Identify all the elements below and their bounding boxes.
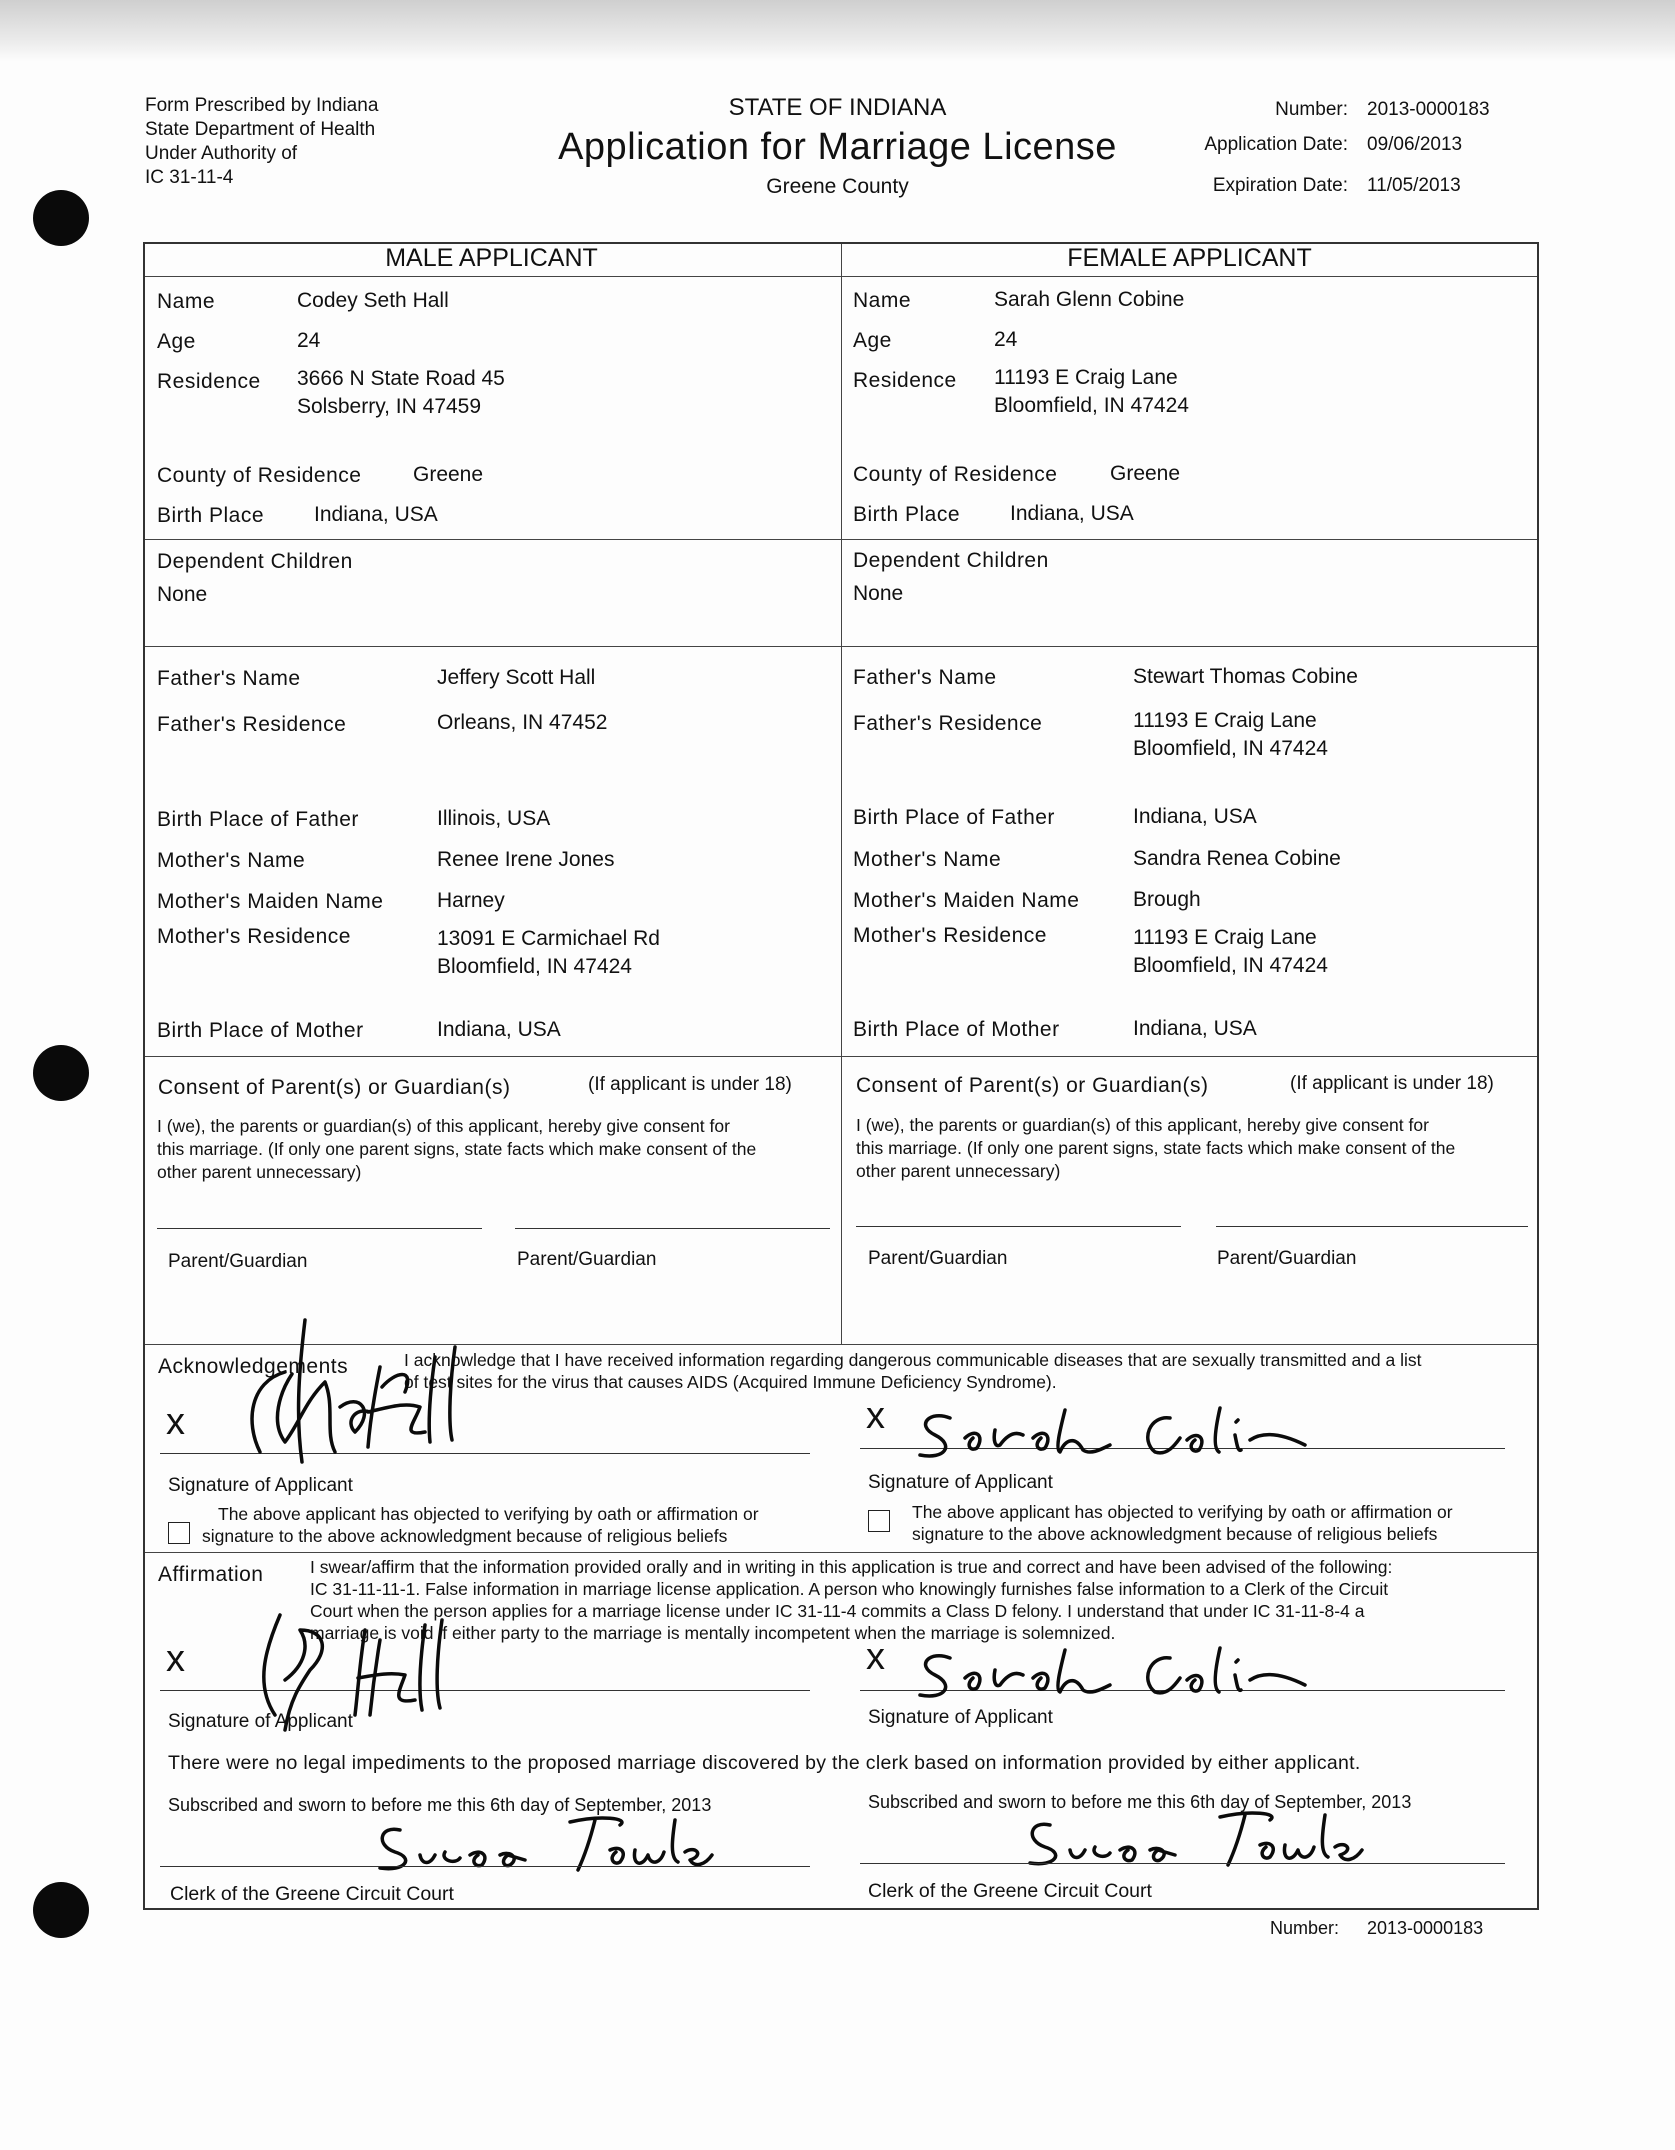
row-divider <box>145 1552 1537 1553</box>
male-mothers-residence-label: Mother's Residence <box>157 925 351 948</box>
affirmation-text-line: I swear/affirm that the information provided orally and in writing in this application is true and correct and have been advised of the following: <box>310 1557 1393 1577</box>
application-date-label: Application Date: <box>1204 134 1348 155</box>
female-birth-place-father: Indiana, USA <box>1133 805 1257 828</box>
row-divider <box>145 539 1537 540</box>
female-fathers-residence-label: Father's Residence <box>853 712 1043 735</box>
female-age: 24 <box>994 328 1018 351</box>
female-clerk-signature <box>1010 1805 1370 1875</box>
affirmation-heading: Affirmation <box>158 1563 264 1586</box>
consent-text-line: I (we), the parents or guardian(s) of this applicant, hereby give consent for <box>856 1115 1429 1135</box>
acknowledgments-text <box>404 1349 1422 1393</box>
male-county: Greene <box>413 463 484 486</box>
female-affirm-x-mark: x <box>866 1636 885 1678</box>
affirmation-text-line: marriage is void if either party to the marriage is mentally incompetent when the marriage is solemnized. <box>310 1623 1116 1643</box>
male-affirm-x-mark: x <box>166 1638 185 1680</box>
application-date-value: 09/06/2013 <box>1367 134 1463 155</box>
male-parent-guardian-label-1: Parent/Guardian <box>168 1251 308 1272</box>
male-mothers-maiden-name: Harney <box>437 889 505 912</box>
male-mothers-name-label: Mother's Name <box>157 849 306 872</box>
female-religious-objection-checkbox[interactable] <box>868 1510 890 1532</box>
female-dependent-children-label: Dependent Children <box>853 549 1049 572</box>
female-ack-signature-label: Signature of Applicant <box>868 1472 1053 1493</box>
male-affirm-signature-label: Signature of Applicant <box>168 1711 353 1732</box>
male-dependent-children: None <box>157 583 208 606</box>
female-sworn-statement: Subscribed and sworn to before me this 6th day of September, 2013 <box>868 1792 1412 1812</box>
address-line: 11193 E Craig Lane <box>994 366 1178 389</box>
male-birth-place-label: Birth Place <box>157 504 265 527</box>
authority-line: IC 31-11-4 <box>145 167 234 188</box>
male-age-label: Age <box>157 330 196 353</box>
scan-edge <box>0 0 1675 62</box>
address-line: Bloomfield, IN 47424 <box>1133 737 1328 760</box>
objection-text-line: The above applicant has objected to verifying by oath or affirmation or <box>912 1502 1453 1522</box>
address-line: 11193 E Craig Lane <box>1133 926 1317 949</box>
female-parent-guardian-signature-line-2[interactable] <box>1216 1226 1528 1227</box>
no-impediments-statement: There were no legal impediments to the proposed marriage discovered by the clerk based on information provided by either applicant. <box>168 1752 1361 1774</box>
male-name-label: Name <box>157 290 216 313</box>
male-fathers-residence: Orleans, IN 47452 <box>437 711 608 734</box>
objection-text-line: The above applicant has objected to verifying by oath or affirmation or <box>218 1504 759 1524</box>
consent-text-line: I (we), the parents or guardian(s) of this applicant, hereby give consent for <box>157 1116 730 1136</box>
female-fathers-name-label: Father's Name <box>853 666 997 689</box>
female-ack-signature <box>905 1400 1325 1470</box>
male-clerk-signature <box>360 1810 720 1880</box>
consent-text-line: this marriage. (If only one parent signs, state facts which make consent of the <box>856 1138 1456 1158</box>
female-ack-x-mark: x <box>866 1395 885 1437</box>
consent-text-line: this marriage. (If only one parent signs, state facts which make consent of the <box>157 1139 757 1159</box>
binder-hole-middle <box>33 1045 89 1101</box>
male-parent-guardian-signature-line-2[interactable] <box>515 1228 830 1229</box>
male-birth-place-father: Illinois, USA <box>437 807 551 830</box>
male-mothers-residence <box>437 925 660 981</box>
female-applicant-heading: FEMALE APPLICANT <box>1067 244 1312 272</box>
row-divider <box>145 646 1537 647</box>
male-fathers-name-label: Father's Name <box>157 667 301 690</box>
expiration-date-value: 11/05/2013 <box>1367 175 1461 196</box>
male-consent-note: (If applicant is under 18) <box>588 1074 792 1095</box>
row-divider <box>145 1056 1537 1057</box>
column-divider <box>841 244 842 1344</box>
female-consent-heading: Consent of Parent(s) or Guardian(s) <box>856 1074 1209 1097</box>
footer-number-label: Number: <box>1270 1918 1340 1938</box>
female-clerk-signature-line[interactable] <box>860 1863 1505 1864</box>
address-line: Bloomfield, IN 47424 <box>994 394 1189 417</box>
female-consent-text <box>856 1114 1455 1183</box>
female-birth-place-mother: Indiana, USA <box>1133 1017 1257 1040</box>
female-age-label: Age <box>853 329 892 352</box>
female-parent-guardian-label-1: Parent/Guardian <box>868 1248 1008 1269</box>
male-birth-place-father-label: Birth Place of Father <box>157 808 359 831</box>
male-clerk-label: Clerk of the Greene Circuit Court <box>170 1883 454 1905</box>
female-mothers-maiden-name: Brough <box>1133 888 1201 911</box>
affirmation-text-line: IC 31-11-11-1. False information in marriage license application. A person who knowingly furnishes false information to a Clerk of the Circuit <box>310 1579 1389 1599</box>
male-mothers-maiden-name-label: Mother's Maiden Name <box>157 890 384 913</box>
address-line: Bloomfield, IN 47424 <box>1133 954 1328 977</box>
female-parent-guardian-label-2: Parent/Guardian <box>1217 1248 1357 1269</box>
female-name-label: Name <box>853 289 912 312</box>
county-heading: Greene County <box>766 175 909 198</box>
female-county: Greene <box>1110 462 1181 485</box>
female-fathers-name: Stewart Thomas Cobine <box>1133 665 1358 688</box>
address-line: 3666 N State Road 45 <box>297 367 505 390</box>
female-religious-objection-text <box>912 1501 1453 1545</box>
female-mothers-maiden-name-label: Mother's Maiden Name <box>853 889 1080 912</box>
female-mothers-name-label: Mother's Name <box>853 848 1002 871</box>
binder-hole-bottom <box>33 1882 89 1938</box>
footer-number-value: 2013-0000183 <box>1367 1918 1484 1938</box>
male-consent-text <box>157 1115 756 1184</box>
female-birth-place-label: Birth Place <box>853 503 961 526</box>
male-applicant-heading: MALE APPLICANT <box>385 244 598 272</box>
female-birth-place-father-label: Birth Place of Father <box>853 806 1055 829</box>
acknowledgments-text-line: I acknowledge that I have received information regarding dangerous communicable diseases that are sexually transmitted and a list <box>404 1350 1422 1370</box>
male-religious-objection-text <box>202 1503 759 1547</box>
female-name: Sarah Glenn Cobine <box>994 288 1185 311</box>
authority-line: Under Authority of <box>145 143 298 164</box>
male-parent-guardian-signature-line-1[interactable] <box>157 1228 482 1229</box>
male-birth-place-mother-label: Birth Place of Mother <box>157 1019 364 1042</box>
consent-text-line: other parent unnecessary) <box>157 1162 362 1182</box>
male-clerk-signature-line[interactable] <box>160 1866 810 1867</box>
female-clerk-label: Clerk of the Greene Circuit Court <box>868 1880 1152 1902</box>
male-ack-signature <box>230 1312 490 1472</box>
male-name: Codey Seth Hall <box>297 289 449 312</box>
acknowledgments-heading: Acknowledgements <box>158 1355 349 1378</box>
female-mothers-name: Sandra Renea Cobine <box>1133 847 1341 870</box>
objection-text-line: signature to the above acknowledgment because of religious beliefs <box>202 1526 728 1546</box>
affirmation-text-line: Court when the person applies for a marriage license under IC 31-11-4 commits a Class D felony. I understand that under IC 31-11-8-4 a <box>310 1601 1365 1621</box>
male-religious-objection-checkbox[interactable] <box>168 1522 190 1544</box>
male-ack-signature-label: Signature of Applicant <box>168 1475 353 1496</box>
female-county-label: County of Residence <box>853 463 1058 486</box>
acknowledgments-text-line: of test sites for the virus that causes AIDS (Acquired Immune Deficiency Syndrome). <box>404 1372 1057 1392</box>
male-dependent-children-label: Dependent Children <box>157 550 353 573</box>
address-line: 13091 E Carmichael Rd <box>437 927 660 950</box>
female-mothers-residence <box>1133 924 1328 980</box>
female-parent-guardian-signature-line-1[interactable] <box>856 1226 1181 1227</box>
number-label: Number: <box>1275 99 1348 120</box>
male-residence <box>297 365 505 421</box>
male-sworn-statement: Subscribed and sworn to before me this 6th day of September, 2013 <box>168 1795 712 1815</box>
male-fathers-name: Jeffery Scott Hall <box>437 666 596 689</box>
male-consent-heading: Consent of Parent(s) or Guardian(s) <box>158 1076 511 1099</box>
address-line: Bloomfield, IN 47424 <box>437 955 632 978</box>
address-line: Solsberry, IN 47459 <box>297 395 482 418</box>
consent-text-line: other parent unnecessary) <box>856 1161 1061 1181</box>
male-ack-x-mark: x <box>166 1401 185 1443</box>
female-birth-place-mother-label: Birth Place of Mother <box>853 1018 1060 1041</box>
male-residence-label: Residence <box>157 370 261 393</box>
female-fathers-residence <box>1133 707 1328 763</box>
female-affirm-signature-label: Signature of Applicant <box>868 1707 1053 1728</box>
female-dependent-children: None <box>853 582 904 605</box>
male-parent-guardian-label-2: Parent/Guardian <box>517 1249 657 1270</box>
female-mothers-residence-label: Mother's Residence <box>853 924 1047 947</box>
female-consent-note: (If applicant is under 18) <box>1290 1073 1494 1094</box>
male-birth-place: Indiana, USA <box>314 503 438 526</box>
state-heading: STATE OF INDIANA <box>728 94 947 121</box>
female-residence <box>994 364 1189 420</box>
authority-line: State Department of Health <box>145 119 376 140</box>
male-mothers-name: Renee Irene Jones <box>437 848 615 871</box>
male-birth-place-mother: Indiana, USA <box>437 1018 561 1041</box>
male-fathers-residence-label: Father's Residence <box>157 713 347 736</box>
male-county-label: County of Residence <box>157 464 362 487</box>
row-divider <box>145 276 1537 277</box>
female-birth-place: Indiana, USA <box>1010 502 1134 525</box>
document-title: Application for Marriage License <box>558 126 1117 168</box>
male-age: 24 <box>297 329 321 352</box>
authority-line: Form Prescribed by Indiana <box>145 95 379 116</box>
female-affirm-signature <box>905 1640 1325 1710</box>
address-line: 11193 E Craig Lane <box>1133 709 1317 732</box>
objection-text-line: signature to the above acknowledgment because of religious beliefs <box>912 1524 1438 1544</box>
female-residence-label: Residence <box>853 369 957 392</box>
number-value: 2013-0000183 <box>1367 99 1490 120</box>
expiration-date-label: Expiration Date: <box>1212 175 1348 196</box>
